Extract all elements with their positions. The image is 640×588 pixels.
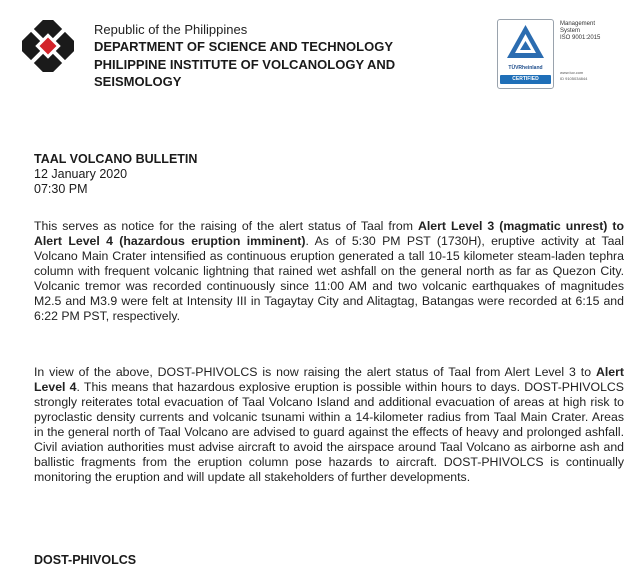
paragraph2-alert-level: Alert Level 4 xyxy=(34,365,624,394)
paragraph-advisory xyxy=(34,365,624,485)
paragraph2-text-a: In view of the above, DOST-PHIVOLCS is now raising the alert status of Taal from Alert Level 3 to xyxy=(34,365,596,379)
cert-website: www.tuv.com xyxy=(560,70,584,75)
bulletin-heading xyxy=(34,152,197,197)
paragraph1-text-c: . As of 5:30 PM PST (1730H), eruptive activity at Taal Volcano Main Crater intensified as continuous eruption generated a tall 10-15 kilometer steam-laden tephra column with frequent volcanic lightning that rained wet ashfall on the general north as far as Quezon City. Volcanic tremor was recorded continuously since 11:00 AM and two volcanic earthquakes of magnitudes M2.5 and M3.9 were felt at Intensity III in Tagaytay City and Alitagtag, Batangas were recorded at 6:15 and 6:22 PM PST, respectively. xyxy=(34,234,624,323)
paragraph1-alert-levels: Alert Level 3 (magmatic unrest) to Alert Level 4 (hazardous eruption imminent) xyxy=(34,219,624,248)
agency-header xyxy=(94,22,474,90)
signature: DOST-PHIVOLCS xyxy=(34,553,137,567)
iso-standard: ISO 9001:2015 xyxy=(560,35,601,41)
tuv-badge xyxy=(497,19,554,89)
tuv-brand: TÜVRheinland xyxy=(508,65,543,71)
paragraph1-text-a: This serves as notice for the raising of the alert status of Taal from xyxy=(34,219,418,233)
paragraph2-text-c: . This means that hazardous explosive eruption is possible within hours to days. DOST-PHIVOLCS strongly reiterates total evacuation of Taal Volcano Island and additional evacuation of areas at high risk to pyroclastic density currents and volcanic tsunami within a 14-kilometer radius from Taal Main Crater. Areas in the general north of Taal Volcano are advised to guard against the effects of heavy and prolonged ashfall. Civil aviation authorities must advise aircraft to avoid the airspace around Taal Volcano as airborne ash and ballistic fragments from the eruption column pose hazards to aircraft. DOST-PHIVOLCS is continually monitoring the eruption and will update all stakeholders of further developments. xyxy=(34,380,624,484)
certification-badge xyxy=(497,19,627,89)
republic-label: Republic of the Philippines xyxy=(94,22,248,37)
tuv-triangle-icon xyxy=(498,20,553,64)
bulletin-date: 12 January 2020 xyxy=(34,167,128,181)
department-name: DEPARTMENT OF SCIENCE AND TECHNOLOGY xyxy=(94,39,394,54)
institute-name: PHILIPPINE INSTITUTE OF VOLCANOLOGY AND SEISMOLOGY xyxy=(94,57,396,89)
certified-label: CERTIFIED xyxy=(500,75,551,84)
bulletin-time: 07:30 PM xyxy=(34,182,88,196)
iso-line-2: System xyxy=(560,28,581,34)
bulletin-title: TAAL VOLCANO BULLETIN xyxy=(34,152,198,166)
cert-id: ID 9105034844 xyxy=(560,76,588,81)
paragraph-alert-notice xyxy=(34,219,624,324)
iso-line-1: Management xyxy=(560,21,596,27)
cert-contact xyxy=(560,70,627,82)
iso-info xyxy=(560,21,627,42)
dost-logo-icon xyxy=(22,20,74,72)
